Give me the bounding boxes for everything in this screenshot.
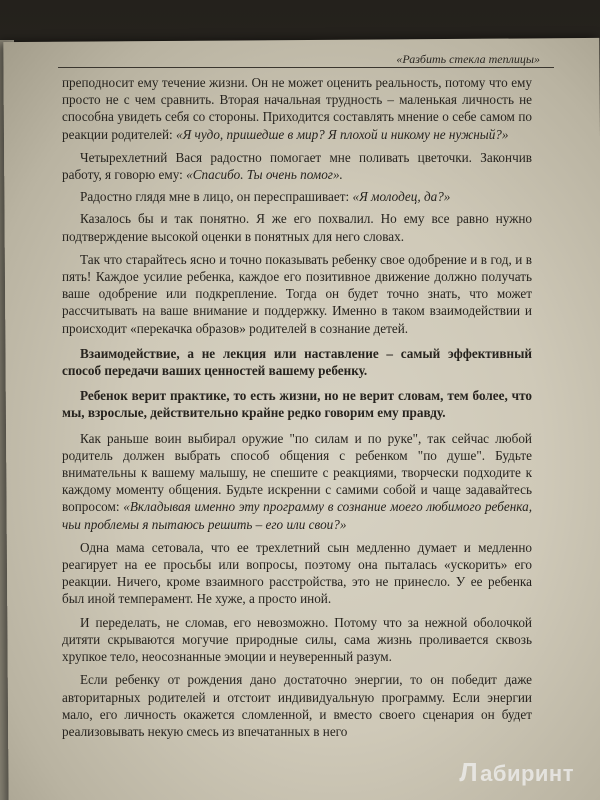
- paragraph: [62, 149, 532, 183]
- paragraph: [62, 188, 532, 205]
- paragraph: [62, 539, 532, 608]
- page-body-text: [62, 74, 532, 740]
- labirint-watermark: [459, 757, 574, 788]
- italic-quote: «Я молодец, да?»: [352, 189, 451, 205]
- paragraph-text: Четырехлетний Вася радостно помогает мне поливать цветочки. Закончив работу, я говорю ему:: [62, 149, 532, 183]
- paragraph-text: Так что старайтесь ясно и точно показывать ребенку свое одобрение и в год, и в пять! Каждое усилие ребенка, каждое его позитивное движение должно получать ваше одобрение или подкрепление. Тогда он будет точно знать, что может рассчитывать на ваше внимание и поддержку. Именно в таком взаимодействии и происходит «перекачка образов» родителей в сознание детей.: [62, 251, 532, 336]
- bold-callout-paragraph: [62, 387, 532, 421]
- paragraph-text: Если ребенку от рождения дано достаточно энергии, то он победит даже авторитарных родителей и отстоит индивидуальную программу. Если энергии мало, его личность окажется сломленной, и вместо своего сценария он будет реализовывать некую смесь из впечатанных в него: [62, 672, 532, 739]
- paragraph: [62, 671, 532, 740]
- italic-quote: «Спасибо. Ты очень помог».: [186, 167, 343, 183]
- header-rule: [58, 67, 554, 68]
- watermark-text: абиринт: [480, 761, 574, 786]
- italic-quote: «Я чудо, пришедше в мир? Я плохой и никому не нужный?»: [175, 126, 509, 142]
- paragraph: [62, 210, 532, 244]
- paragraph-text: Ребенок верит практике, то есть жизни, но не верит словам, тем более, что мы, взрослые, действительно крайне редко говорим ему правду.: [62, 388, 532, 421]
- paragraph-text: Радостно глядя мне в лицо, он переспрашивает:: [80, 189, 353, 205]
- italic-quote: «Вкладывая именно эту программу в сознание моего любимого ребенка, чьи проблемы я пытаюсь решить – его или свои?»: [62, 499, 532, 532]
- running-header: «Разбить стекла теплицы»: [396, 52, 540, 66]
- paragraph-text: Взаимодействие, а не лекция или наставление – самый эффективный способ передачи ваших ценностей вашему ребенку.: [62, 345, 532, 379]
- watermark-logo-mark: Л: [459, 757, 479, 787]
- paragraph: [62, 614, 532, 666]
- paragraph: [62, 74, 532, 143]
- paragraph-text: Одна мама сетовала, что ее трехлетний сын медленно думает и медленно реагирует на ее просьбы или вопросы, поэтому она пыталась «ускорить» его реакции. Ничего, кроме взаимного расстройства, это не принесло. У ее ребенка был иной темперамент. Не хуже, а просто иной.: [62, 539, 532, 607]
- paragraph-text: Как раньше воин выбирал оружие "по силам и по руке", так сейчас любой родитель должен выбрать способ общения с ребенком "по душе". Будьте внимательны к вашему малышу, не спешите с реакциями, творчески подходите к каждому моменту общения. Будьте искренни с самими собой и чаще задавайтесь вопросом:: [62, 430, 532, 515]
- paragraph: [62, 430, 532, 533]
- bold-callout-paragraph: [62, 345, 532, 379]
- paragraph-text: Казалось бы и так понятно. Я же его похвалил. Но ему все равно нужно подтверждение высокой оценки в понятных для него словах.: [62, 211, 532, 244]
- paragraph: [62, 251, 532, 337]
- paragraph-text: И переделать, не сломав, его невозможно. Потому что за нежной оболочкой дитяти скрываются могучие природные силы, сама жизнь проливается сквозь хрупкое тело, неосознанные эмоции и неуверенный разум.: [62, 614, 532, 665]
- paragraph-text: преподносит ему течение жизни. Он не может оценить реальность, потому что ему просто не с чем сравнить. Вторая начальная трудность – маленькая личность не способна увидеть себя со стороны. Приходится составлять мнение о себе самом по реакции родителей:: [62, 75, 532, 142]
